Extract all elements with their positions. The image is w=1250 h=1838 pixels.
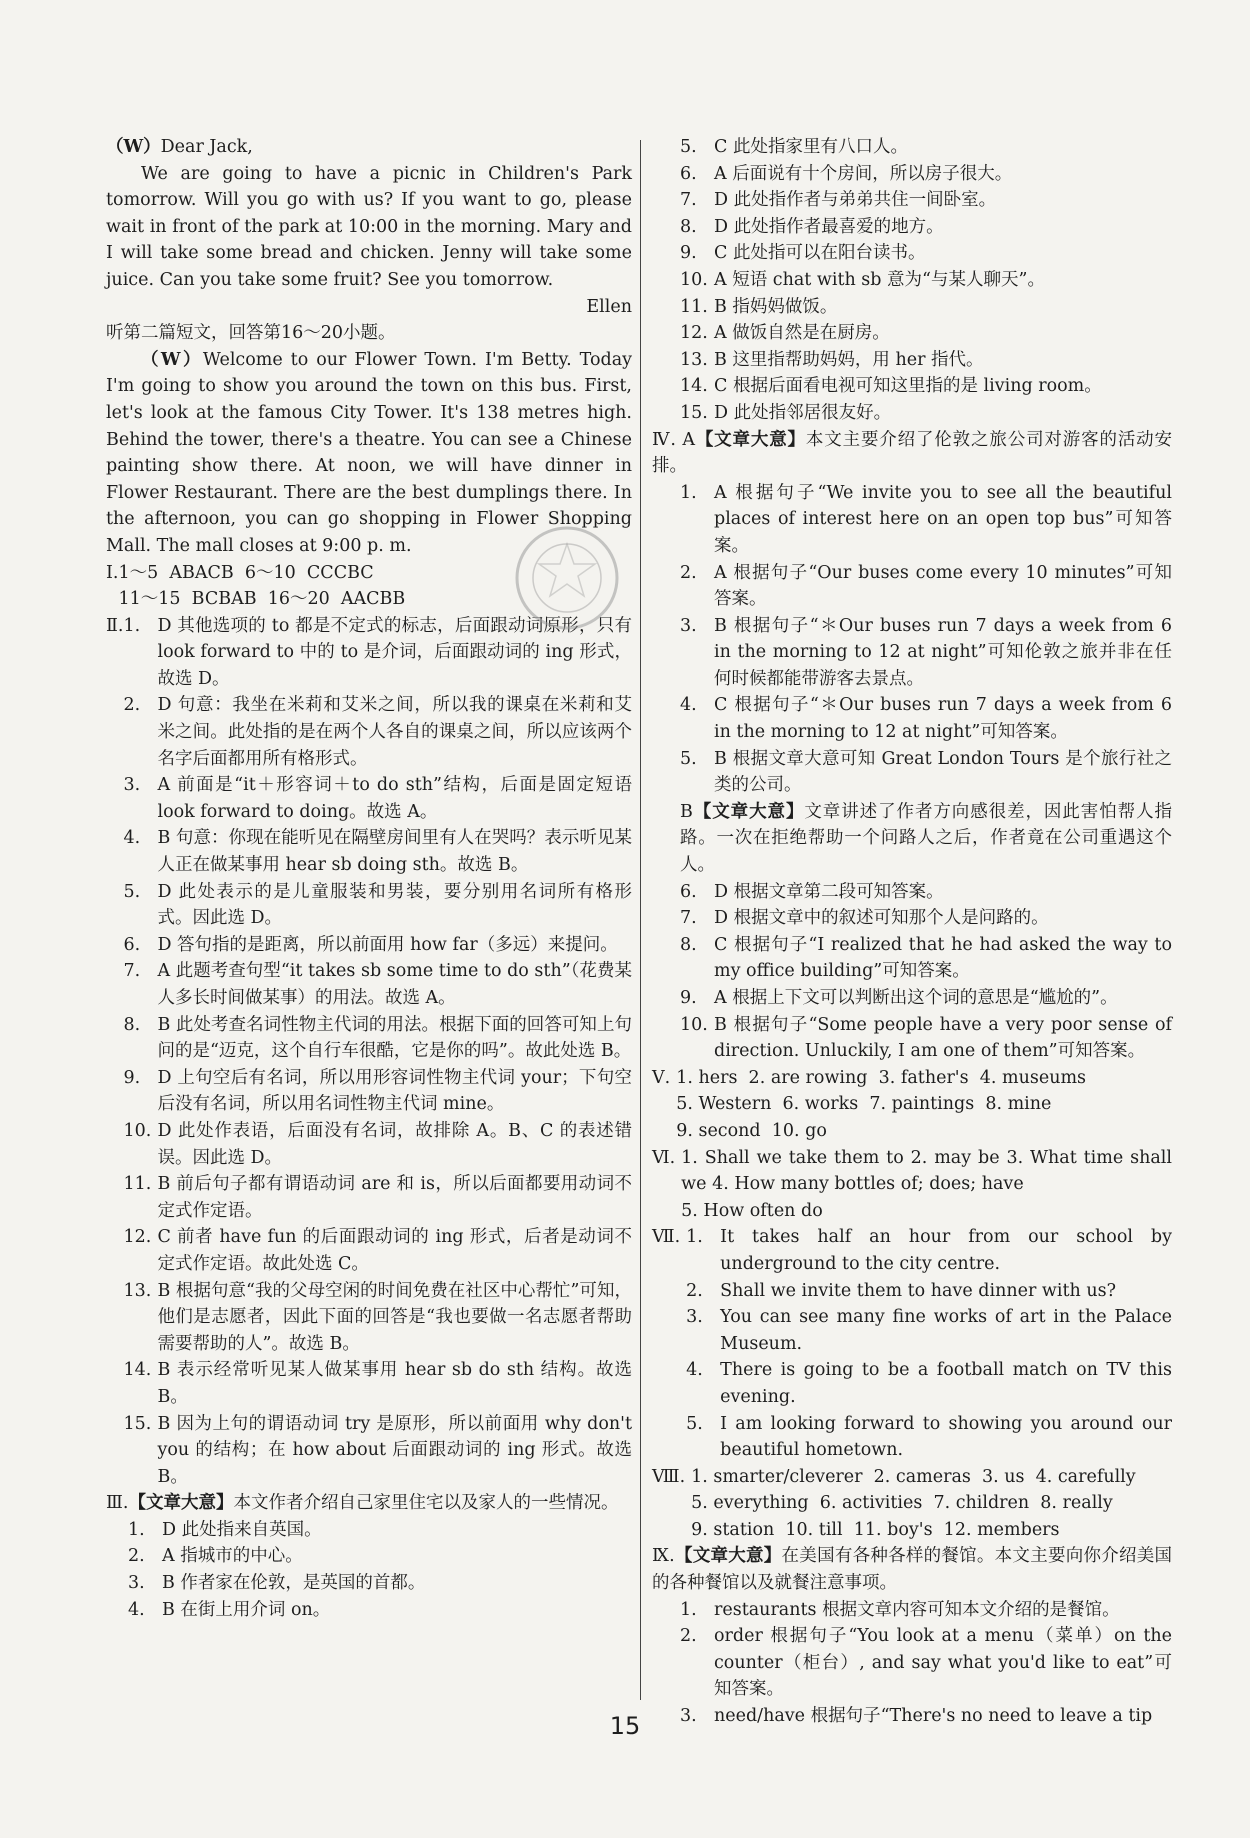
section-7-item-text: There is going to be a football match on TV this evening. [720,1360,1172,1407]
section-3-cont-item-number: 14. [680,376,708,397]
section-2-item-text: B 表示经常听见某人做某事用 hear sb do sth 结构。故选 B。 [157,1360,632,1407]
section-7-item [686,1304,1172,1357]
section-6 [652,1145,1172,1225]
section-2-item-text: D 答句指的是距离，所以前面用 how far（多远）来提问。 [157,934,618,955]
section-3-cont-item [680,161,1172,188]
section-2-item-number: 7. [123,961,141,982]
section-7-item [686,1278,1172,1305]
section-2-item [123,1012,632,1065]
section-6-row2: 5. How often do [681,1200,823,1221]
section-3-item-text: D 此处指来自英国。 [162,1519,322,1540]
section-7-item-number: 2. [686,1280,703,1301]
instruction: 听第二篇短文，回答第16～20小题。 [106,323,396,344]
section-4b-item-number: 6. [680,881,697,902]
section-3-cont-item-number: 12. [680,323,708,344]
section-4a-item [680,746,1172,799]
section-2-item [123,932,632,959]
section-4a-item-number: 3. [680,615,697,636]
section-3-cont-item [680,347,1172,374]
section-2-item [123,1118,632,1171]
section-3-cont-item-number: 15. [680,402,708,423]
section-3-cont-item-text: A 短语 chat with sb 意为“与某人聊天”。 [714,269,1045,290]
section-3-cont-item-number: 10. [680,269,708,290]
section-2-item [123,958,632,1011]
section-9-item [680,1597,1172,1624]
section-4a-item [680,692,1172,745]
section-4b-item-text: D 根据文章中的叙述可知那个人是问路的。 [714,908,1049,929]
section-3-cont-item [680,134,1172,161]
section-9-item-number: 1. [680,1599,697,1620]
section-2-item-number: 9. [123,1067,141,1088]
section-2-item-text: B 因为上句的谓语动词 try 是原形，所以前面用 why don't you 的结构；在 how about 后面跟动词的 ing 形式。故选 B。 [157,1413,632,1487]
letter-greeting: Dear Jack, [160,137,253,157]
section-2-item-text: C 前者 have fun 的后面跟动词的 ing 形式，后者是动词不定式作定语。故此处选 C。 [157,1227,632,1274]
section-2-item [123,1171,632,1224]
section-7-roman: Ⅶ. [652,1227,681,1248]
section-3-cont-item [680,373,1172,400]
section-4b-item-text: D 根据文章第二段可知答案。 [714,881,944,902]
section-7-item-text: Shall we invite them to have dinner with us? [720,1280,1116,1301]
section-3-cont-item-text: A 后面说有十个房间，所以房子很大。 [714,163,1013,184]
section-2-item [123,692,632,772]
section-3-item-number: 1. [128,1519,145,1540]
section-2-item [123,879,632,932]
section-4a-item [680,560,1172,613]
section-2-item-number: 4. [123,828,141,849]
section-7-item [686,1411,1172,1464]
section-2-item-text: D 此处作表语，后面没有名词，故排除 A。B、C 的表述错误。因此选 D。 [157,1120,632,1168]
section-3-cont-item-text: D 此处指作者与弟弟共住一间卧室。 [714,190,997,211]
section-2-item-number: 3. [123,775,141,796]
section-4b-item-number: 10. [680,1014,708,1035]
section-2-item-text: A 前面是“it＋形容词＋to do sth”结构，后面是固定短语 look forward to doing。故选 A。 [157,775,632,822]
section-2-item-number: 11. [123,1174,152,1195]
section-5-row2: 5. Western 6. works 7. paintings 8. mine [676,1094,1052,1115]
section-2-item [123,1065,632,1118]
section-2-item-text: D 其他选项的 to 都是不定式的标志，后面跟动词原形，只有 look forward to 中的 to 是介词，后面跟动词的 ing 形式，故选 D。 [157,615,632,689]
section-2-item-number: 13. [123,1280,152,1301]
section-3-cont-item [680,400,1172,427]
section-3-item [128,1597,632,1624]
section-4a-item [680,480,1172,560]
section-4b-item-text: A 根据上下文可以判断出这个词的意思是“尴尬的”。 [714,988,1118,1008]
section-4b-item-text: B 根据句子“Some people have a very poor sense of direction. Unluckily, I am one of them”可知答案。 [714,1014,1172,1062]
section-2-item-text: B 根据句意“我的父母空闲的时间免费在社区中心帮忙”可知，他们是志愿者，因此下面的回答是“我也要做一名志愿者帮助需要帮助的人”。故选 B。 [157,1280,632,1354]
letter-body: We are going to have a picnic in Children's Park tomorrow. Will you go with us? If you want to go, please wait in front of the park at 10:00 in the morning. Mary and I will take some bread and chicken. Jenny will take some juice. Can you take some fruit? See you tomorrow. [106,163,632,290]
section-8-row2: 5. everything 6. activities 7. children 8. really [691,1493,1113,1514]
section-4a-item-number: 4. [680,695,697,716]
section-7-item-text: You can see many fine works of art in the Palace Museum. [720,1307,1172,1354]
section-5-roman: Ⅴ. [652,1067,671,1088]
section-9-item-text: restaurants 根据文章内容可知本文介绍的是餐馆。 [714,1599,1120,1620]
watermark-stamp [508,522,626,634]
section-4-roman: Ⅳ. [652,429,676,450]
section-3-cont-item [680,240,1172,267]
section-9-roman: Ⅸ. [652,1546,675,1567]
section-8-row1: 1. smarter/cleverer 2. cameras 3. us 4. carefully [691,1466,1136,1487]
section-4b-item-number: 8. [680,934,697,955]
section-2-item-number: 15. [123,1413,152,1434]
section-3-item-text: B 作者家在伦敦，是英国的首都。 [162,1573,426,1594]
section-2-item [123,1357,632,1410]
section-3-cont-item-text: C 此处指家里有八口人。 [714,137,908,157]
section-4-summary-b: 文章讲述了作者方向感很差，因此害怕帮人指路。一次在拒绝帮助一个问路人之后，作者竟在公司重遇这个人。 [680,801,1173,876]
section-2-item-number: 10. [123,1120,152,1141]
section-9-item-text: need/have 根据句子“There's no need to leave a tip [714,1706,1153,1727]
section-5 [652,1065,1172,1145]
section-2-roman: Ⅱ. [106,615,124,636]
section-1-row2: 11～15 BCBAB 16～20 AACBB [118,589,406,610]
section-2-item-text: D 上句空后有名词，所以用形容词性物主代词 your；下句空后没有名词，所以用名词性物主代词 mine。 [157,1067,632,1115]
section-3-cont-item-text: D 此处指作者最喜爱的地方。 [714,216,944,237]
section-4b-item [680,879,1172,906]
section-4 [652,427,1172,1065]
section-3-item-text: A 指城市的中心。 [162,1546,303,1567]
section-7-item [686,1357,1172,1410]
section-7-item-number: 1. [686,1227,703,1248]
section-6-roman: Ⅵ. [652,1147,676,1168]
letter-signature: Ellen [586,296,632,317]
section-3-cont-item-text: C 根据后面看电视可知这里指的是 living room。 [714,376,1102,397]
section-7-item-text: I am looking forward to showing you around our beautiful hometown. [720,1413,1172,1461]
section-2-item-text: B 前后句子都有谓语动词 are 和 is，所以后面都要用动词不定式作定语。 [157,1174,632,1221]
section-2-item-number: 6. [123,934,141,955]
section-3-cont-item-text: D 此处指邻居很友好。 [714,402,892,423]
section-4b-item-number: 9. [680,988,697,1008]
section-3-cont-item-number: 9. [680,243,697,264]
section-7-item-number: 4. [686,1360,703,1381]
section-3-label: 【文章大意】 [128,1493,234,1514]
section-2-item [123,1224,632,1277]
section-3-cont-item-number: 13. [680,349,708,370]
section-3-item-text: B 在街上用介词 on。 [162,1599,331,1620]
section-7-item-text: It takes half an hour from our school by underground to the city centre. [720,1227,1172,1274]
section-4-label-b: 【文章大意】 [692,801,805,822]
section-4a-item-text: C 根据句子“＊Our buses run 7 days a week from 6 in the morning to 12 at night”可知答案。 [714,695,1172,743]
section-3-item-number: 3. [128,1573,145,1594]
section-6-text: 1. Shall we take them to 2. may be 3. What time shall we 4. How many bottles of; does; have [681,1147,1172,1195]
section-2-item-text: A 此题考查句型“it takes sb some time to do sth”（花费某人多长时间做某事）的用法。故选 A。 [157,961,632,1008]
section-2-item [123,1278,632,1358]
section-1-row1: 1～5 ABACB 6～10 CCCBC [118,562,374,583]
section-3-cont-item [680,294,1172,321]
section-8 [652,1464,1172,1544]
section-4b-item [680,932,1172,985]
section-7 [652,1224,1172,1463]
section-3-item-number: 4. [128,1599,145,1620]
passage-speaker: （W） [141,349,203,370]
passage-text: Welcome to our Flower Town. I'm Betty. Today I'm going to show you around the town on this bus. First, let's look at the famous City Tower. It's 138 metres high. Behind the tower, there's a theatre. You can see a Chinese painting show there. At noon, we will have dinner in Flower Restaurant. There are the best dumplings there. In the afternoon, you can go shopping in Flower Shopping Mall. The mall closes at 9:00 p. m. [106,349,633,556]
section-4a-item-number: 2. [680,562,697,583]
section-4a-item [680,613,1172,693]
section-3-item [128,1543,632,1570]
letter [106,134,632,320]
section-8-roman: Ⅷ. [652,1466,686,1487]
section-9-item-number: 2. [680,1626,697,1647]
section-4b-item [680,905,1172,932]
section-4a-item-text: A 根据句子“We invite you to see all the beautiful places of interest here on an open top bus”可知答案。 [714,482,1172,556]
section-3-cont-item-text: B 指妈妈做饭。 [714,296,838,317]
section-2-item-number: 5. [123,881,141,902]
column-divider [640,140,641,1700]
section-2 [106,613,632,1491]
section-9-label: 【文章大意】 [674,1546,782,1567]
section-3-cont-item-number: 5. [680,137,697,157]
section-4a-item-text: B 根据句子“＊Our buses run 7 days a week from 6 in the morning to 12 at night”可知伦敦之旅并非在任何时候都能带游客去景点。 [714,615,1172,689]
section-3-cont-item [680,267,1172,294]
section-4b-item [680,1012,1172,1065]
section-4-summary-a: 本文主要介绍了伦敦之旅公司对游客的活动安排。 [652,429,1173,477]
section-2-item-text: B 此处考查名词性物主代词的用法。根据下面的回答可知上句问的是“迈克，这个自行车很酷，它是你的吗”。故此处选 B。 [157,1014,632,1062]
section-2-item-text: B 句意：你现在能听见在隔壁房间里有人在哭吗？表示听见某人正在做某事用 hear sb doing sth。故选 B。 [157,828,632,876]
section-3-item-number: 2. [128,1546,145,1567]
section-5-row3: 9. second 10. go [676,1120,827,1141]
left-column [106,134,632,1623]
section-2-item [123,825,632,878]
section-1-roman: Ⅰ. [106,562,119,583]
section-3-cont-item-number: 7. [680,190,697,211]
section-4a-item-text: B 根据文章大意可知 Great London Tours 是个旅行社之类的公司。 [714,748,1172,796]
section-2-item-text: D 此处表示的是儿童服装和男装，要分别用名词所有格形式。因此选 D。 [157,881,632,929]
section-2-item-number: 14. [123,1360,152,1381]
section-3-summary: 本文作者介绍自己家里住宅以及家人的一些情况。 [233,1493,619,1514]
section-9-summary: 在美国有各种各样的餐馆。本文主要向你介绍美国的各种餐馆以及就餐注意事项。 [652,1546,1173,1594]
section-9-item-number: 3. [680,1706,697,1727]
section-2-item-number: 1. [123,615,141,636]
section-2-item [123,772,632,825]
section-2-item-number: 12. [123,1227,152,1248]
section-3-cont-item-text: C 此处指可以在阳台读书。 [714,243,926,264]
section-3-roman: Ⅲ. [106,1493,129,1514]
section-4a-item-text: A 根据句子“Our buses come every 10 minutes”可知答案。 [714,562,1172,610]
section-2-item-number: 2. [123,695,141,716]
section-4-label-a: 【文章大意】 [694,429,806,450]
section-3-cont-item-number: 6. [680,163,697,184]
section-3-item [128,1517,632,1544]
section-4-part-b: B [680,801,693,822]
section-9-item [680,1623,1172,1703]
section-9-item-text: order 根据句子“You look at a menu（菜单）on the counter（柜台）, and say what you'd like to eat”可知答案。 [714,1626,1172,1700]
section-4b-item-number: 7. [680,908,697,929]
section-2-item-number: 8. [123,1014,141,1035]
section-5-row1: 1. hers 2. are rowing 3. father's 4. museums [676,1067,1087,1088]
section-4-part-a: A [682,429,695,450]
section-3 [106,1490,632,1623]
section-4b-item [680,985,1172,1012]
section-3-cont-item [680,320,1172,347]
section-7-item-number: 3. [686,1307,703,1328]
section-9 [652,1543,1172,1729]
section-2-item [123,1411,632,1491]
section-3-cont-item [680,214,1172,241]
right-column [652,134,1172,1730]
letter-speaker: （W） [106,137,161,157]
page-number: 15 [609,1712,641,1740]
section-2-item-text: D 句意：我坐在米莉和艾米之间，所以我的课桌在米莉和艾米之间。此处指的是在两个人各自的课桌之间，所以应该两个名字后面都用所有格形式。 [157,695,632,769]
section-3-cont-item-text: B 这里指帮助妈妈，用 her 指代。 [714,349,984,370]
section-3-cont-item [680,187,1172,214]
section-4a-item-number: 1. [680,482,697,503]
section-3-cont-item-number: 8. [680,216,697,237]
section-7-item [686,1224,1172,1277]
section-8-row3: 9. station 10. till 11. boy's 12. members [691,1519,1060,1540]
section-4b-item-text: C 根据句子“I realized that he had asked the way to my office building”可知答案。 [714,934,1172,982]
section-3-cont-item-text: A 做饭自然是在厨房。 [714,323,890,344]
section-3-cont-item-number: 11. [680,296,708,317]
section-4a-item-number: 5. [680,748,697,769]
section-7-item-number: 5. [686,1413,703,1434]
section-3-item [128,1570,632,1597]
